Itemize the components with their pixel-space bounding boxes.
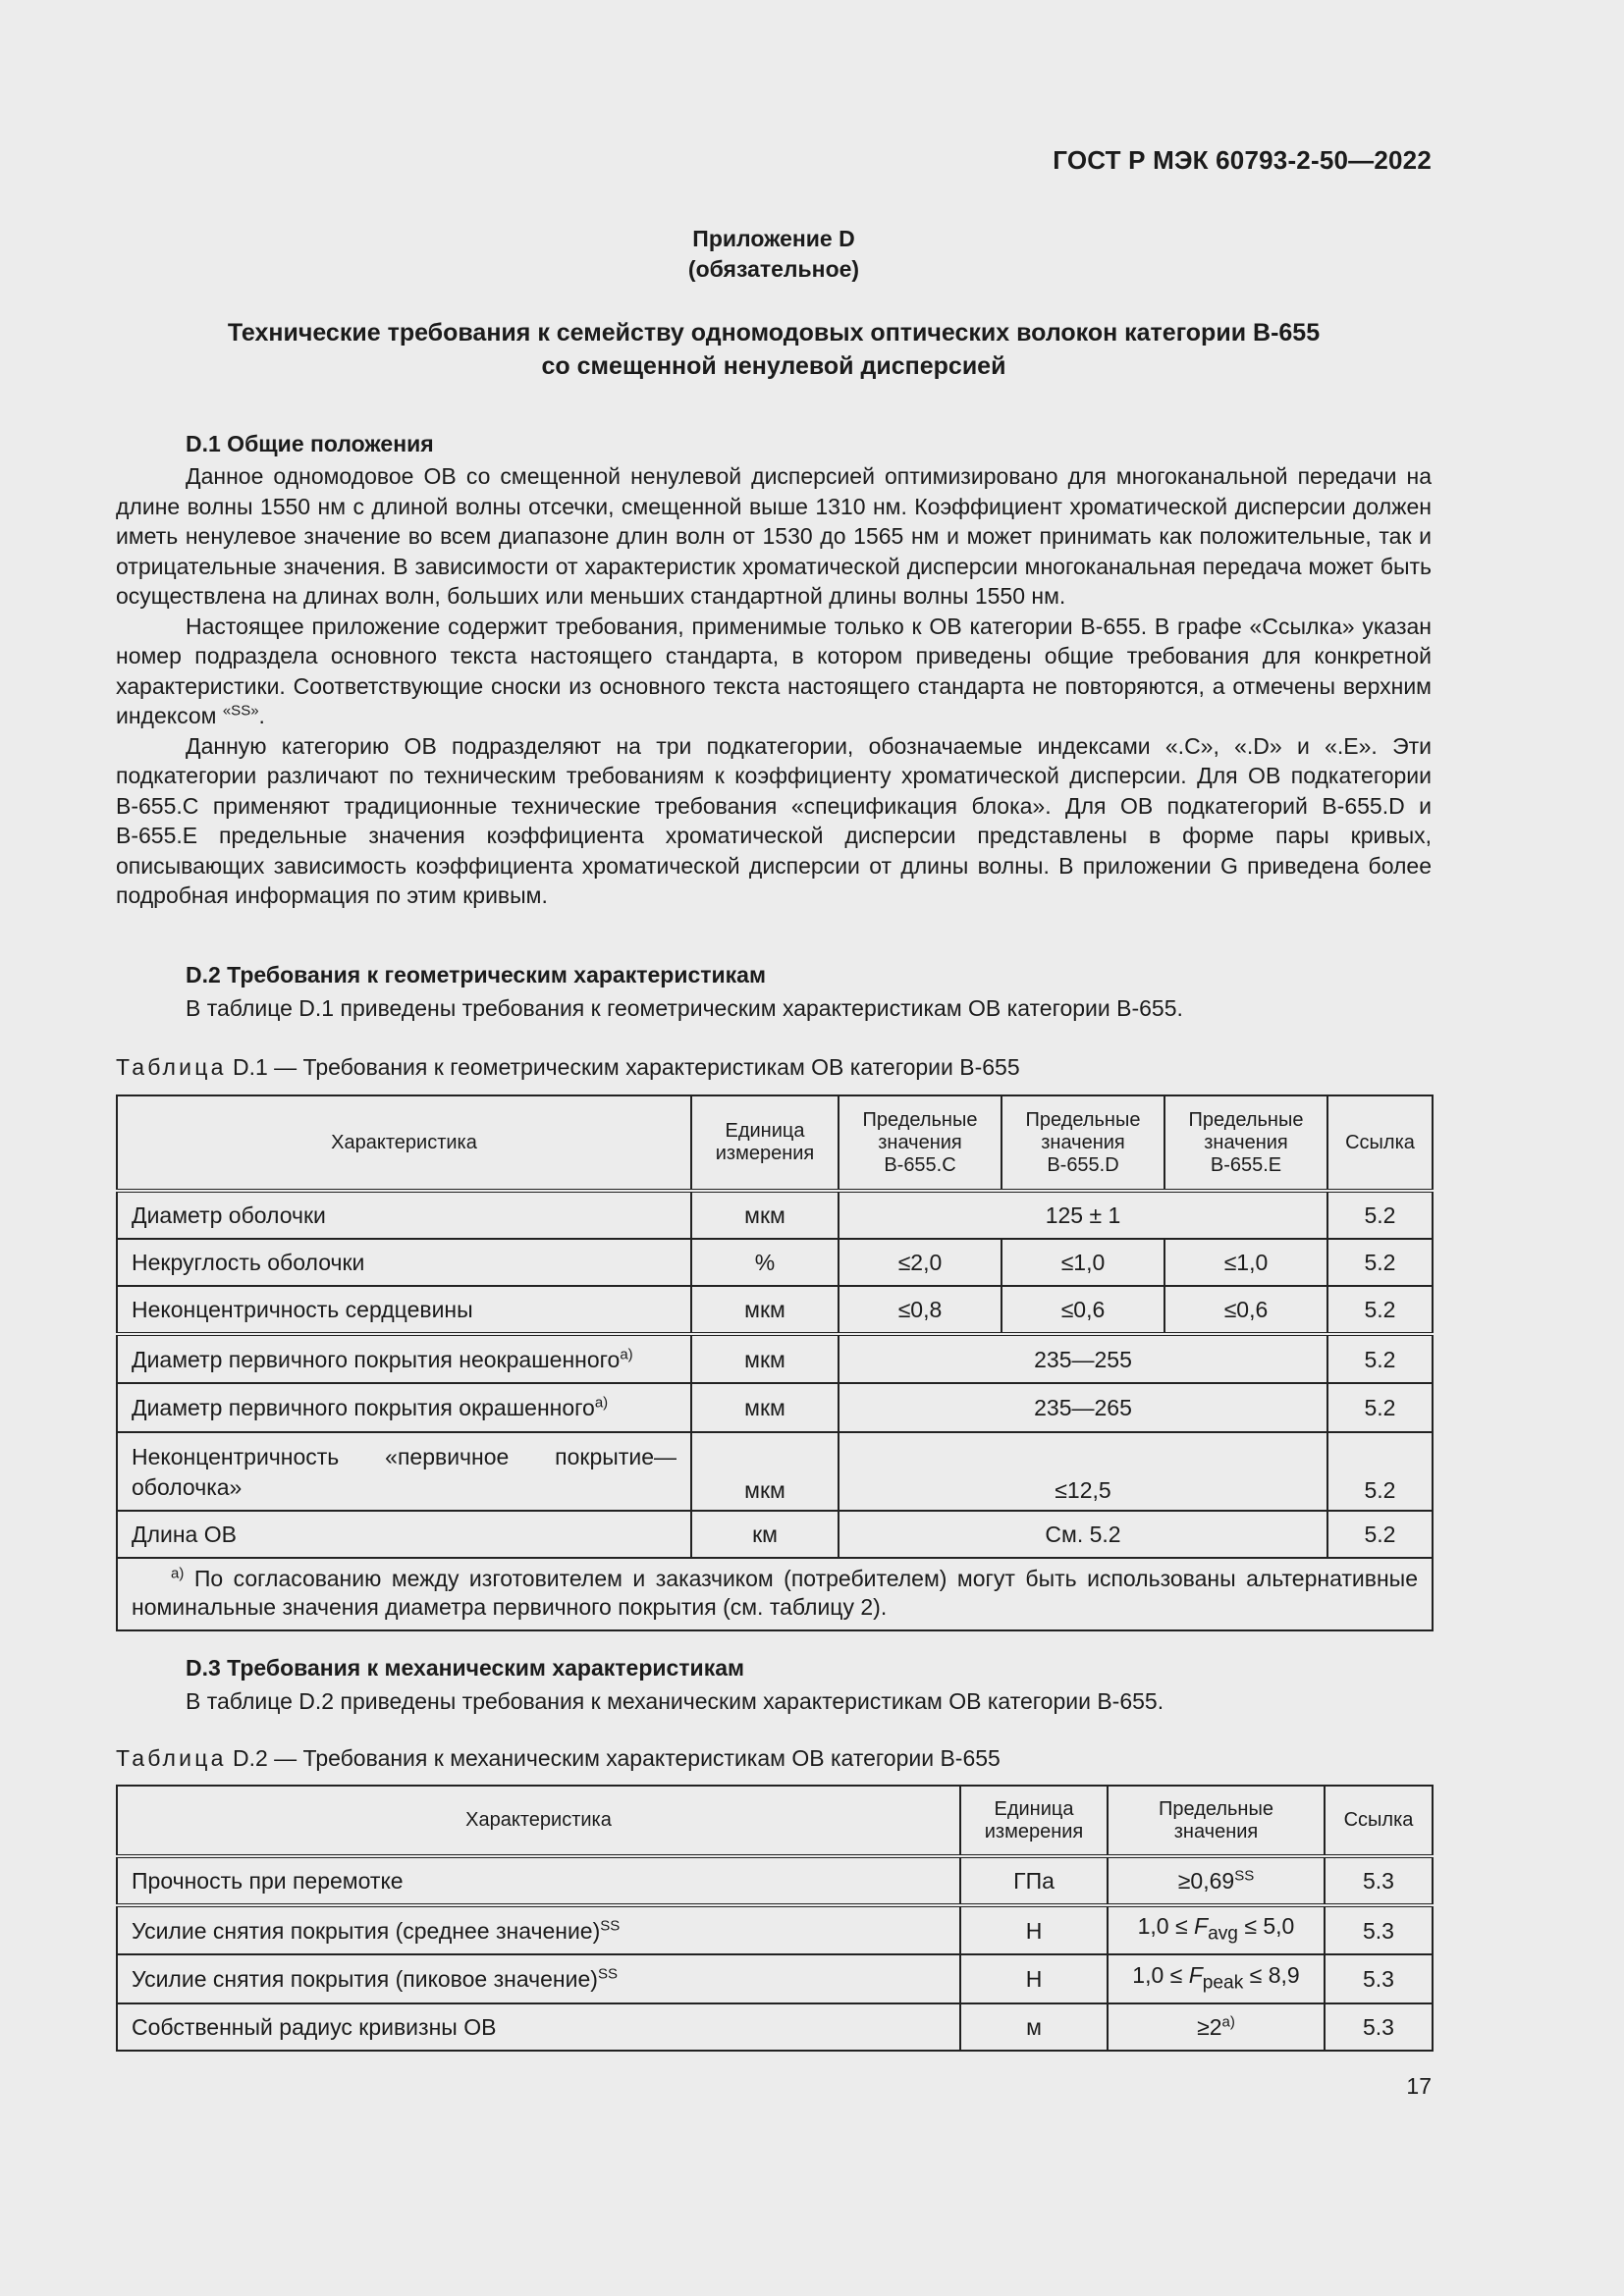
section-d1-paragraph-1: Данное одномодовое ОВ со смещенной ненулевой дисперсией оптимизировано для многоканальной передачи на длине волны 1550 нм с длиной волны отсечки, смещенной выше 1310 нм. Коэффициент хроматической дисперсии должен иметь ненулевое значение во всем диапазоне длин волн от 1530 до 1565 нм и может принимать как положительные, так и отрицательные значения. В зависимости от характеристик хроматической дисперсии многоканальная передача может быть осуществлена на длинах волн, больших или меньших стандартной длины волны 1550 нм.: [116, 463, 1432, 609]
table-row: [117, 1191, 1433, 1239]
table-cell-name: Неконцентричность «первичное покрытие—оболочка»: [117, 1432, 691, 1511]
appendix-title-line2: со смещенной ненулевой дисперсией: [541, 352, 1006, 380]
page-number: 17: [1406, 2073, 1432, 2099]
table-cell-ref: 5.3: [1325, 2003, 1433, 2051]
footnote-mark: a): [594, 1394, 609, 1412]
appendix-title-line1: Технические требования к семейству одномодовых оптических волокон категории В-655: [227, 319, 1321, 347]
table-row: [117, 1286, 1433, 1334]
ss-superscript: «SS»: [222, 702, 259, 720]
table-cell-value: 235—255: [839, 1334, 1327, 1383]
table-cell-value-d: ≤0,6: [1001, 1286, 1164, 1334]
table-row: [117, 1334, 1433, 1383]
table-cell-unit: км: [691, 1511, 839, 1558]
table-cell-value: ≤12,5: [839, 1432, 1327, 1511]
table-cell-unit: м: [960, 2003, 1108, 2051]
table1-footnote: [117, 1558, 1433, 1630]
table-cell-value: 125 ± 1: [839, 1191, 1327, 1239]
table-cell-value-text: ≥2: [1197, 2014, 1222, 2040]
footnote-mark: a): [620, 1345, 633, 1362]
table2-caption-word: Таблица: [116, 1745, 227, 1771]
table-cell-unit: ГПа: [960, 1856, 1108, 1905]
value-prefix: 1,0 ≤: [1132, 1961, 1189, 1988]
table1-footnote-text: По согласованию между изготовителем и заказчиком (потребителем) могут быть использованы альтернативные номинальные значения диаметра первичного покрытия (см. таблицу 2).: [132, 1566, 1418, 1620]
table-cell-name-text: Усилие снятия покрытия (пиковое значение): [132, 1966, 598, 1992]
value-prefix: 1,0 ≤: [1137, 1913, 1195, 1940]
section-d2-title: D.2 Требования к геометрическим характеристикам: [186, 962, 766, 988]
table1-header-limit-c: Предельные значения В-655.С: [839, 1095, 1001, 1191]
table-row: [117, 1856, 1433, 1905]
table-cell-ref: 5.2: [1327, 1383, 1433, 1432]
section-d2-paragraph: В таблице D.1 приведены требования к геометрическим характеристикам ОВ категории В-655.: [186, 995, 1183, 1021]
ss-superscript: SS: [1234, 1867, 1255, 1885]
value-subscript: avg: [1208, 1923, 1238, 1945]
table1-caption: [116, 1052, 1020, 1082]
value-subscript: peak: [1202, 1972, 1244, 1994]
table-cell-value-c: ≤0,8: [839, 1286, 1001, 1334]
table-row: [117, 1905, 1433, 1954]
table-cell-name: Собственный радиус кривизны ОВ: [117, 2003, 960, 2051]
table2-header-characteristic: Характеристика: [117, 1786, 960, 1856]
table-cell-name-text: Диаметр первичного покрытия неокрашенного: [132, 1346, 621, 1372]
table-cell-value-text: ≥0,69: [1177, 1868, 1235, 1894]
table2-header-unit: Единица измерения: [960, 1786, 1108, 1856]
table-cell-unit: мкм: [691, 1286, 839, 1334]
table-cell-unit: мкм: [691, 1432, 839, 1511]
table1-header-characteristic: Характеристика: [117, 1095, 691, 1191]
section-d1-paragraph-2-end: .: [258, 703, 265, 728]
table1-header-limit-d: Предельные значения В-655.D: [1001, 1095, 1164, 1191]
table2-header-row: [117, 1786, 1433, 1856]
table-cell-value: См. 5.2: [839, 1511, 1327, 1558]
footnote-mark: a): [171, 1565, 185, 1582]
section-d1-title: D.1 Общие положения: [186, 431, 434, 456]
standard-code: ГОСТ Р МЭК 60793-2-50—2022: [1053, 145, 1432, 175]
appendix-status: (обязательное): [687, 256, 860, 282]
table2-header-ref: Ссылка: [1325, 1786, 1433, 1856]
table-cell-name: Диаметр оболочки: [117, 1191, 691, 1239]
section-d1-paragraph-2-text: Настоящее приложение содержит требования, применимые только к ОВ категории В-655. В графе «Ссылка» указан номер подраздела основного текста настоящего стандарта, в котором приведены общие требования для конкретной характеристики. Соответствующие сноски из основного текста настоящего стандарта не повторяются, а отмечены верхним индексом: [116, 613, 1432, 728]
ss-superscript: SS: [597, 1965, 618, 1983]
table-cell-unit: мкм: [691, 1334, 839, 1383]
table-row: [117, 1511, 1433, 1558]
section-d2: [116, 960, 1432, 1024]
table-cell-value: [1108, 1905, 1325, 1954]
table-cell-unit: Н: [960, 1954, 1108, 2003]
table-cell-name: Длина ОВ: [117, 1511, 691, 1558]
table1-header-unit: Единица измерения: [691, 1095, 839, 1191]
table-cell-ref: 5.2: [1327, 1286, 1433, 1334]
table-cell-value: [1108, 2003, 1325, 2051]
table-mechanical: [116, 1785, 1434, 2052]
table2-caption: [116, 1743, 1001, 1773]
table-cell-value: [1108, 1954, 1325, 2003]
table-row: [117, 1432, 1433, 1511]
table-cell-ref: 5.3: [1325, 1905, 1433, 1954]
appendix-label: Приложение D: [692, 226, 855, 251]
section-d1-paragraph-3: Данную категорию ОВ подразделяют на три подкатегории, обозначаемые индексами «.С», «.D» и «.Е». Эти подкатегории различают по техническим требованиям к коэффициенту хроматической дисперсии. Для ОВ подкатегории В-655.С применяют традиционные технические требования «спецификация блока». Для ОВ подкатегорий В-655.D и В-655.Е предельные значения коэффициента хроматической дисперсии представлены в форме пары кривых, описывающих зависимость коэффициента хроматической дисперсии от длины волны. В приложении G приведена более подробная информация по этим кривым.: [116, 732, 1432, 908]
table1-header-limit-e: Предельные значения В-655.Е: [1164, 1095, 1327, 1191]
table-cell-name: Прочность при перемотке: [117, 1856, 960, 1905]
table-geometric: [116, 1095, 1434, 1631]
table-cell-ref: 5.2: [1327, 1239, 1433, 1286]
value-suffix: ≤ 8,9: [1243, 1961, 1300, 1988]
table1-caption-text: D.1 — Требования к геометрическим характеристикам ОВ категории В-655: [232, 1054, 1020, 1080]
table2-header-limit: Предельные значения: [1108, 1786, 1325, 1856]
table-cell-name: [117, 1905, 960, 1954]
table-cell-unit: %: [691, 1239, 839, 1286]
table-cell-value: 235—265: [839, 1383, 1327, 1432]
table-cell-name: [117, 1954, 960, 2003]
table-cell-ref: 5.2: [1327, 1191, 1433, 1239]
table-cell-ref: 5.3: [1325, 1856, 1433, 1905]
table-cell-value-c: ≤2,0: [839, 1239, 1001, 1286]
table-row: [117, 1954, 1433, 2003]
appendix-title: [116, 316, 1432, 383]
table-cell-ref: 5.2: [1327, 1432, 1433, 1511]
section-d1: [116, 429, 1432, 911]
table-cell-ref: 5.2: [1327, 1334, 1433, 1383]
table-row: [117, 1239, 1433, 1286]
table-cell-value: [1108, 1856, 1325, 1905]
table-cell-name: [117, 1334, 691, 1383]
table1-footnote-row: [117, 1558, 1433, 1630]
table-cell-value-e: ≤1,0: [1164, 1239, 1327, 1286]
table-cell-value-e: ≤0,6: [1164, 1286, 1327, 1334]
table-row: [117, 1383, 1433, 1432]
table1-header-ref: Ссылка: [1327, 1095, 1433, 1191]
table-cell-name: Неконцентричность сердцевины: [117, 1286, 691, 1334]
section-d3-title: D.3 Требования к механическим характеристикам: [186, 1655, 745, 1681]
table-cell-ref: 5.2: [1327, 1511, 1433, 1558]
appendix-heading: [116, 224, 1432, 285]
table-cell-name-text: Диаметр первичного покрытия окрашенного: [132, 1395, 595, 1420]
value-variable: F: [1188, 1961, 1203, 1988]
value-suffix: ≤ 5,0: [1237, 1913, 1295, 1940]
table1-caption-word: Таблица: [116, 1054, 227, 1080]
table-cell-ref: 5.3: [1325, 1954, 1433, 2003]
table-cell-unit: Н: [960, 1905, 1108, 1954]
table1-header-row: [117, 1095, 1433, 1191]
section-d1-paragraph-2: [116, 612, 1432, 731]
table-row: [117, 2003, 1433, 2051]
table-cell-name-text: Усилие снятия покрытия (среднее значение): [132, 1917, 601, 1944]
ss-superscript: SS: [600, 1916, 621, 1934]
document-page: [116, 0, 1432, 2296]
value-variable: F: [1194, 1913, 1209, 1940]
table2-caption-text: D.2 — Требования к механическим характеристикам ОВ категории В-655: [232, 1745, 1001, 1771]
footnote-mark: a): [1221, 2013, 1235, 2031]
table-cell-name: Некруглость оболочки: [117, 1239, 691, 1286]
table-cell-unit: мкм: [691, 1191, 839, 1239]
section-d3-paragraph: В таблице D.2 приведены требования к механическим характеристикам ОВ категории В-655.: [186, 1688, 1164, 1714]
section-d3: [116, 1653, 1432, 1717]
table-cell-name: [117, 1383, 691, 1432]
table-cell-unit: мкм: [691, 1383, 839, 1432]
table-cell-value-d: ≤1,0: [1001, 1239, 1164, 1286]
